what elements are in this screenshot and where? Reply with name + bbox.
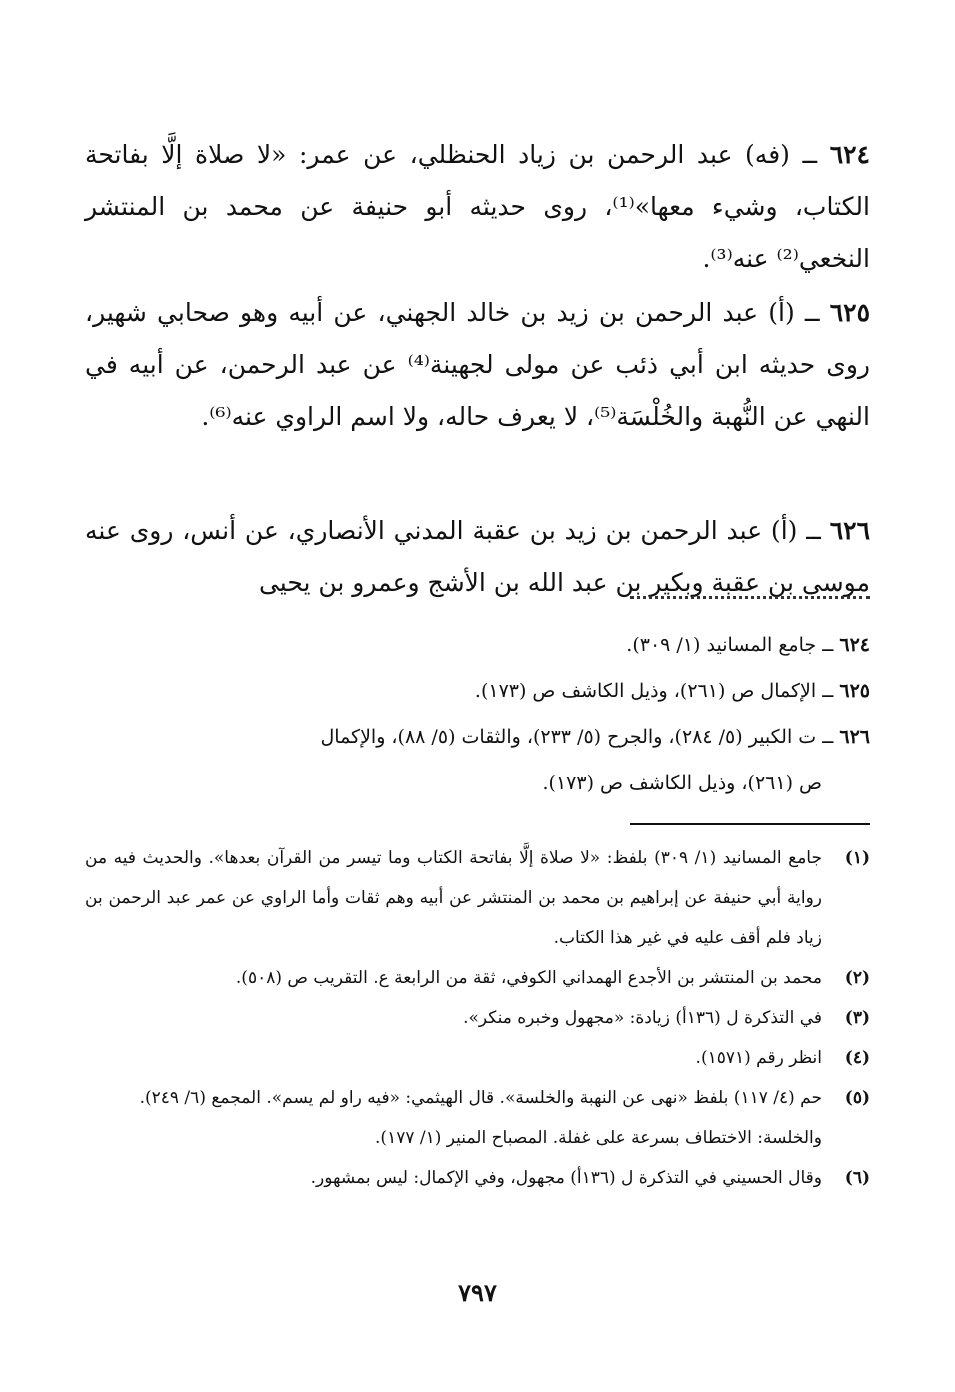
- entry-625: [85, 287, 870, 443]
- footnote-2: [85, 958, 870, 998]
- source-number: ٦٢٥: [839, 680, 870, 702]
- source-text: ــ الإكمال ص (٢٦١)، وذيل الكاشف ص (١٧٣).: [474, 680, 834, 702]
- footnote-marker: (١): [844, 848, 870, 868]
- footnote-5-continuation: [85, 1118, 870, 1158]
- source-text: ــ جامع المسانيد (١/ ٣٠٩).: [626, 634, 834, 656]
- footnote-text: في التذكرة ل (١٣٦أ) زيادة: «مجهول وخبره منكر».: [463, 1008, 822, 1028]
- entry-624: [85, 129, 870, 285]
- footnote-1: [85, 838, 870, 958]
- entry-text: ــ (فه) عبد الرحمن بن زياد الحنظلي، عن عمر: «لا صلاة إلَّا بفاتحة الكتاب، وشيء معها»⁽¹⁾، روى حديثه أبو حنيفة عن محمد بن المنتشر النخعي⁽²⁾ عنه⁽³⁾.: [85, 140, 870, 273]
- entry-number: ٦٢٦: [829, 516, 871, 545]
- source-text: ــ ت الكبير (٥/ ٢٨٤)، والجرح (٥/ ٢٣٣)، والثقات (٥/ ٨٨)، والإكمال: [320, 726, 834, 748]
- dotted-separator: [630, 596, 870, 599]
- footnote-text: محمد بن المنتشر بن الأجدع الهمداني الكوفي، ثقة من الرابعة ع. التقريب ص (٥٠٨).: [235, 968, 822, 988]
- source-line: [85, 714, 870, 760]
- footnote-marker: (٥): [844, 1088, 870, 1108]
- entry-626: [85, 505, 870, 609]
- footnote-marker: (٦): [844, 1168, 870, 1188]
- entry-number: ٦٢٤: [829, 140, 870, 169]
- footnote-6: [85, 1158, 870, 1198]
- entry-text: ــ (أ) عبد الرحمن بن زيد بن خالد الجهني، عن أبيه وهو صحابي شهير، روى حديثه ابن أبي ذئب عن مولى لجهينة⁽⁴⁾ عن عبد الرحمن، عن أبيه في النهي عن النُّهبة والخُلْسَة⁽⁵⁾، لا يعرف حاله، ولا اسم الراوي عنه⁽⁶⁾.: [85, 298, 870, 431]
- footnote-text: انظر رقم (١٥٧١).: [695, 1048, 822, 1068]
- footnote-rule: [630, 823, 870, 825]
- page-number: ٧٩٧: [458, 1278, 497, 1307]
- footnote-3: [85, 998, 870, 1038]
- source-line: [85, 668, 870, 714]
- footnote-text: جامع المسانيد (١/ ٣٠٩) بلفظ: «لا صلاة إلَّا بفاتحة الكتاب وما تيسر من القرآن بعدها». والحديث فيه من رواية أبي حنيفة عن إبراهيم بن محمد بن المنتشر عن أبيه وهم ثقات وأما الراوي عن عمر عبد الرحمن بن زياد فلم أقف عليه في غير هذا الكتاب.: [85, 848, 822, 948]
- footnote-4: [85, 1038, 870, 1078]
- footnote-text: حم (٤/ ١١٧) بلفظ «نهى عن النهبة والخلسة». قال الهيثمي: «فيه راو لم يسم». المجمع (٦/ ٢٤٩).: [139, 1088, 822, 1108]
- sources-block: [85, 622, 870, 806]
- footnote-text: والخلسة: الاختطاف بسرعة على غفلة. المصباح المنير (١/ ١٧٧).: [375, 1128, 822, 1148]
- source-number: ٦٢٤: [839, 634, 870, 656]
- footnotes-block: [85, 838, 870, 1198]
- source-line: [85, 622, 870, 668]
- footnote-text: وقال الحسيني في التذكرة ل (١٣٦أ) مجهول، وفي الإكمال: ليس بمشهور.: [310, 1168, 822, 1188]
- footnote-marker: (٢): [844, 968, 870, 988]
- entry-number: ٦٢٥: [829, 298, 871, 327]
- source-number: ٦٢٦: [839, 726, 870, 748]
- footnote-5: [85, 1078, 870, 1118]
- footnote-marker: (٤): [844, 1048, 870, 1068]
- entry-text: ــ (أ) عبد الرحمن بن زيد بن عقبة المدني الأنصاري، عن أنس، روى عنه موسى بن عقبة وبكير بن عبد الله بن الأشج وعمرو بن يحيى: [85, 516, 870, 597]
- footnote-marker: (٣): [844, 1008, 870, 1028]
- source-continuation: ص (٢٦١)، وذيل الكاشف ص (١٧٣).: [542, 772, 822, 794]
